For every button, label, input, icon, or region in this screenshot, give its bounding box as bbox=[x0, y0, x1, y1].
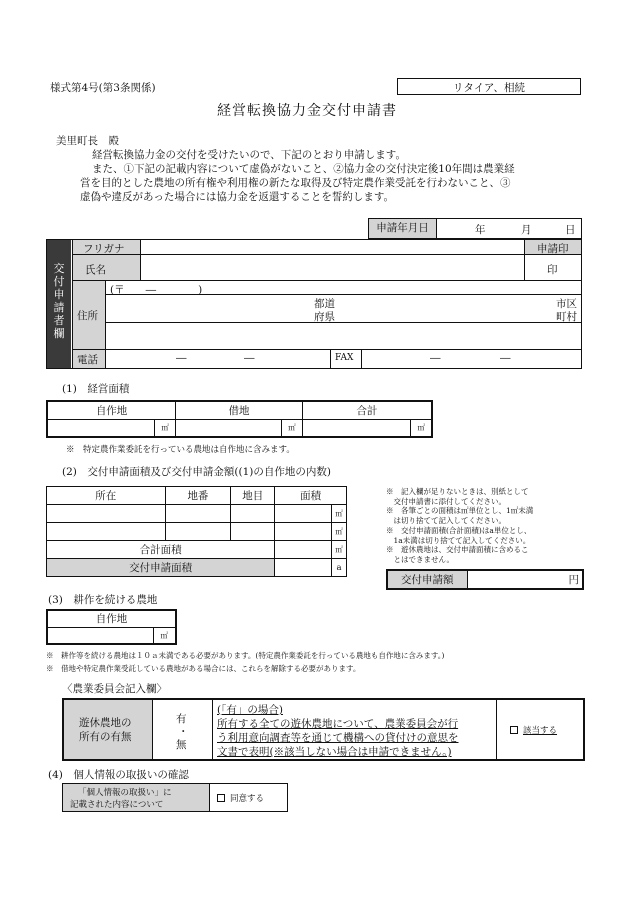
own-land-value[interactable] bbox=[47, 419, 155, 437]
postal-code: (〒 ― ) bbox=[110, 284, 203, 296]
total-header: 合計 bbox=[302, 401, 432, 419]
month-label: 月 bbox=[521, 224, 532, 236]
application-date bbox=[368, 218, 582, 239]
seal-header: 申請印 bbox=[537, 243, 569, 255]
total-area-label: 合計面積 bbox=[47, 541, 275, 559]
prefecture-line-1: 都道 bbox=[314, 298, 335, 310]
applicant-side-label: 交付申請者欄 bbox=[53, 262, 65, 340]
phone-dash-2: ― bbox=[244, 352, 255, 364]
section3-note-2: ※ 借地や特定農作業受託している農地がある場合には、これらを解除する必要があります。 bbox=[46, 664, 361, 673]
note-line: 1a未満は切り捨てて記入してください。 bbox=[386, 535, 531, 545]
committee-text-3: 文書で表明(※該当しない場合は申請できません。) bbox=[217, 746, 452, 758]
note-line: とはできません。 bbox=[386, 554, 454, 564]
fax-label: FAX bbox=[335, 353, 354, 363]
note-line: 交付申請書に添付してください。 bbox=[386, 496, 506, 506]
location-cell[interactable] bbox=[47, 523, 166, 541]
unit-m2: ㎡ bbox=[281, 419, 302, 437]
day-label: 日 bbox=[565, 224, 576, 236]
section3-title: (3) 耕作を続ける農地 bbox=[48, 594, 158, 606]
col-area: 面積 bbox=[275, 487, 347, 505]
unit-m2: ㎡ bbox=[155, 419, 176, 437]
section1-note: ※ 特定農作業委託を行っている農地は自作地に含みます。 bbox=[66, 445, 295, 455]
section4-title: (4) 個人情報の取扱いの確認 bbox=[48, 769, 189, 781]
unit-a: a bbox=[331, 559, 346, 577]
amount-value[interactable]: 円 bbox=[467, 570, 583, 589]
phone-label: 電話 bbox=[77, 354, 98, 366]
category-box bbox=[397, 78, 581, 95]
total-area-value[interactable] bbox=[302, 419, 411, 437]
section1-title: (1) 経営面積 bbox=[62, 383, 130, 395]
phone-dash-1: ― bbox=[176, 352, 187, 364]
applicable-label: 該当する bbox=[523, 726, 558, 736]
area-cell[interactable] bbox=[275, 523, 332, 541]
area-cell[interactable] bbox=[275, 505, 332, 523]
continue-farmland-table bbox=[46, 609, 177, 645]
seal-mark: 印 bbox=[547, 264, 558, 276]
committee-text-1: 所有する全ての遊休農地について、農業委員会が行 bbox=[217, 718, 459, 730]
applied-area-label: 交付申請面積 bbox=[47, 559, 275, 577]
name-label: 氏名 bbox=[85, 264, 106, 276]
idle-land-label-1: 遊休農地の bbox=[79, 717, 132, 729]
note-line: ※ 交付申請面積(合計面積)はa単位とし、 bbox=[386, 525, 532, 535]
note-line: ※ 記入欄が足りないときは、別紙として bbox=[386, 487, 529, 496]
col-lot-number: 地番 bbox=[165, 487, 231, 505]
note-line: ※ 各筆ごとの面積は㎡単位とし、1㎡未満 bbox=[386, 506, 534, 516]
location-cell[interactable] bbox=[47, 505, 166, 523]
page-title: 経営転換協力金交付申請書 bbox=[217, 103, 397, 119]
leased-land-header: 借地 bbox=[176, 401, 303, 419]
category-cell[interactable] bbox=[231, 523, 275, 541]
option-separator: ・ bbox=[178, 726, 189, 738]
committee-case: (「有」の場合) bbox=[217, 704, 283, 716]
prefecture-line-2: 府県 bbox=[314, 311, 335, 323]
option-no[interactable]: 無 bbox=[176, 739, 187, 751]
lot-cell[interactable] bbox=[165, 505, 231, 523]
unit-m2: ㎡ bbox=[331, 541, 346, 559]
checkbox-icon bbox=[217, 794, 225, 802]
total-area-cell[interactable] bbox=[275, 541, 332, 559]
leased-land-value[interactable] bbox=[176, 419, 282, 437]
applied-area-cell[interactable] bbox=[275, 559, 332, 577]
intro-line-3: 営を目的とした農地の所有権や利用権の新たな取得及び特定農作業受託を行わないこと、③ bbox=[80, 177, 511, 189]
col-location: 所在 bbox=[47, 487, 166, 505]
own-land-header: 自作地 bbox=[47, 401, 176, 419]
amount-label: 交付申請額 bbox=[387, 570, 467, 589]
privacy-label-2: 記載された内容について bbox=[70, 800, 164, 810]
continue-own-header: 自作地 bbox=[47, 610, 176, 627]
committee-title: 〈農業委員会記入欄〉 bbox=[62, 683, 167, 695]
addressee: 美里町長 殿 bbox=[56, 135, 119, 147]
category-label: リタイア、相続 bbox=[452, 82, 526, 94]
address-label: 住所 bbox=[77, 310, 98, 322]
intro-line-4: 虚偽や違反があった場合には協力金を返還することを誓約します。 bbox=[80, 191, 395, 203]
amount-table bbox=[386, 569, 584, 590]
section3-note-1: ※ 耕作等を続ける農地は１０ａ未満である必要があります。(特定農作業委託を行っている農地も自作地に含みます。) bbox=[46, 651, 445, 660]
agree-label: 同意する bbox=[230, 794, 265, 804]
col-land-category: 地目 bbox=[231, 487, 275, 505]
form-number: 様式第4号(第3条関係) bbox=[50, 82, 156, 94]
privacy-label-1: 「個人情報の取扱い」に bbox=[78, 788, 172, 798]
section2-title: (2) 交付申請面積及び交付申請金額((1)の自作地の内数) bbox=[62, 466, 331, 478]
intro-line-1: 経営転換協力金の交付を受けたいので、下記のとおり申請します。 bbox=[92, 149, 406, 161]
furigana-label: フリガナ bbox=[83, 243, 125, 255]
application-date-label: 申請年月日 bbox=[369, 219, 437, 238]
agree-check[interactable] bbox=[217, 792, 264, 804]
category-cell[interactable] bbox=[231, 505, 275, 523]
note-line: ※ 遊休農地は、交付申請面積に含めるこ bbox=[386, 545, 529, 555]
section2-notes bbox=[386, 487, 533, 565]
continue-own-value[interactable] bbox=[47, 627, 153, 644]
unit-m2: ㎡ bbox=[153, 627, 176, 644]
idle-land-label-2: 所有の有無 bbox=[79, 731, 132, 743]
unit-m2: ㎡ bbox=[331, 523, 346, 541]
application-area-table bbox=[46, 486, 347, 577]
applicable-check[interactable] bbox=[510, 724, 557, 736]
option-yes[interactable]: 有 bbox=[176, 713, 187, 725]
year-label: 年 bbox=[475, 224, 486, 236]
intro-line-2: また、①下記の記載内容について虚偽がないこと、②協力金の交付決定後10年間は農業経 bbox=[92, 163, 515, 175]
checkbox-icon bbox=[510, 726, 518, 734]
lot-cell[interactable] bbox=[165, 523, 231, 541]
fax-dash-2: ― bbox=[500, 352, 511, 364]
committee-text-2: う利用意向調査等を通じて機構への貸付けの意思を bbox=[217, 732, 459, 744]
city-line-1: 市区 bbox=[556, 298, 577, 310]
note-line: は切り捨てて記入してください。 bbox=[386, 516, 506, 526]
unit-m2: ㎡ bbox=[331, 505, 346, 523]
management-area-table bbox=[46, 400, 433, 438]
fax-dash-1: ― bbox=[430, 352, 441, 364]
city-line-2: 町村 bbox=[556, 311, 577, 323]
unit-m2: ㎡ bbox=[411, 419, 432, 437]
